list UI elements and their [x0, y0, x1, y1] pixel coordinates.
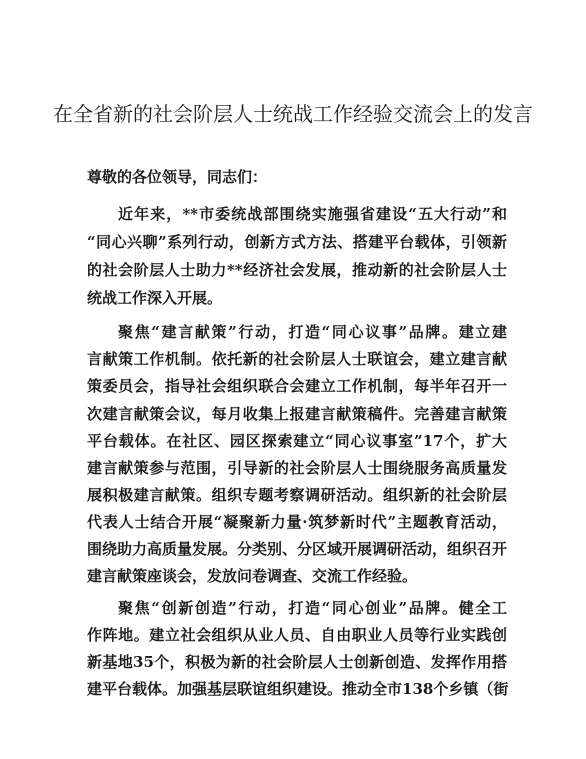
body-line: 近年来，**市委统战部围绕实施强省建设“五大行动”和	[118, 205, 507, 223]
body-line: 聚焦“建言献策”行动，打造“同心议事”品牌。建立建	[118, 323, 507, 341]
greeting-line: 尊敬的各位领导，同志们：	[87, 168, 268, 186]
body-line: 建言献策座谈会，发放问卷调查、交流工作经验。	[87, 567, 418, 585]
body-line: 代表人士结合开展“凝聚新力量·筑梦新时代”主题教育活动，	[87, 513, 507, 531]
body-line: “同心兴聊”系列行动，创新方式方法、搭建平台载体，引领新	[87, 233, 507, 251]
body-line: 聚焦“创新创造”行动，打造“同心创业”品牌。健全工	[118, 599, 507, 617]
document-title: 在全省新的社会阶层人士统战工作经验交流会上的发言	[53, 102, 533, 126]
body-line: 作阵地。建立社会组织从业人员、自由职业人员等行业实践创	[87, 626, 507, 644]
body-line: 的社会阶层人士助力**经济社会发展，推动新的社会阶层人士	[87, 261, 507, 279]
body-line: 建平台载体。加强基层联谊组织建设。推动全市138个乡镇（街	[87, 680, 509, 698]
body-line: 平台载体。在社区、园区探索建立“同心议事室”17个，扩大	[87, 432, 507, 450]
body-line: 统战工作深入开展。	[87, 289, 223, 307]
body-line: 建言献策参与范围，引导新的社会阶层人士围绕服务高质量发	[87, 459, 507, 477]
body-line: 新基地35个，积极为新的社会阶层人士创新创造、发挥作用搭	[87, 653, 507, 671]
body-line: 展积极建言献策。组织专题考察调研活动。组织新的社会阶层	[87, 486, 507, 504]
body-line: 围绕助力高质量发展。分类别、分区域开展调研活动，组织召开	[87, 540, 508, 558]
body-line: 言献策工作机制。依托新的社会阶层人士联谊会，建立建言献	[87, 350, 507, 368]
body-line: 策委员会，指导社会组织联合会建立工作机制，每半年召开一	[87, 377, 507, 395]
body-line: 次建言献策会议，每月收集上报建言献策稿件。完善建言献策	[87, 405, 507, 423]
